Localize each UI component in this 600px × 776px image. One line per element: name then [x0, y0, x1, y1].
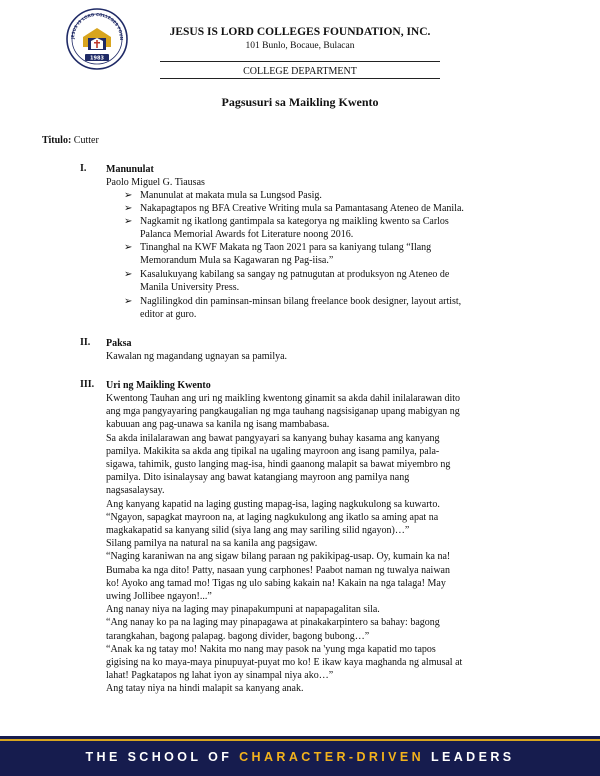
organization-name: JESUS IS LORD COLLEGES FOUNDATION, INC.: [169, 26, 431, 38]
bullet-text: Manunulat at makata mula sa Lungsod Pasig.: [140, 190, 322, 201]
body-line: ang mga pangyayaring pangkaugalian ng mga tauhang nagsisiganap upang mabigyan ng: [106, 406, 460, 418]
school-seal-logo: [66, 8, 128, 70]
bullet-text: Palanca Memorial Awards fot Literature noong 2016.: [140, 229, 354, 240]
footer-slogan: [0, 750, 600, 764]
section-3-heading: Uri ng Maikling Kwento: [106, 380, 211, 391]
body-line: nagsasalaysay.: [106, 485, 165, 497]
body-line: “Ngayon, sapagkat mayroon na, at laging nagkukulong ang ikatlo sa aming apat na: [106, 511, 439, 523]
seal-text: JESUS IS LORD COLLEGES FOUN: [69, 11, 125, 41]
seal-year: 1983: [90, 55, 104, 62]
bullet-text: editor at guro.: [140, 309, 197, 320]
section-3-numeral: III.: [80, 379, 95, 390]
arrow-bullet-icon: ➢: [124, 242, 133, 253]
body-line: pamilya. Makikita sa akda ang tipikal na ugaling mayroon ang isang pamilya, pala-: [106, 445, 440, 457]
arrow-bullet-icon: ➢: [124, 296, 133, 307]
titulo-label: Titulo:: [42, 135, 72, 146]
body-line: ko! Ayoko ang tamad mo! Tigas ng ulo sabing kakain na! Kakain na nga talaga! May: [106, 577, 446, 589]
footer-slogan-highlight: CHARACTER-DRIVEN: [239, 750, 425, 764]
body-line: lahat! Pagkatapos ng lahat iyon ay sinampal niya ako…”: [106, 670, 334, 682]
header-rule-top: [160, 61, 440, 62]
body-line: Ang kanyang kapatid na laging gusting mapag-isa, laging nagkukulong sa kuwarto.: [106, 498, 440, 510]
body-line: Kwentong Tauhan ang uri ng maikling kwentong ginamit sa akda dahil inilalarawan dito: [106, 393, 461, 404]
header-rule-bottom: [160, 78, 440, 79]
footer-gold-stripe: [0, 739, 600, 741]
bullet-text: Memorandum Mula sa Kagawaran ng Pag-iisa.”: [140, 255, 334, 266]
bullet-text: Nagkamit ng ikatlong gantimpala sa kategorya ng maikling kwento sa Carlos: [140, 216, 449, 227]
organization-address: 101 Bunlo, Bocaue, Bulacan: [245, 41, 355, 51]
body-line: magkakapatid sa kanyang silid (siya lang ang may sariling silid ngayon)…”: [106, 525, 410, 536]
author-name: Paolo Miguel G. Tiausas: [106, 177, 205, 188]
bullet-text: Manila University Press.: [140, 282, 240, 293]
body-line: “Anak ka ng tatay mo! Nakita mo nang may pasok na 'yung mga kapatid mo tapos: [106, 643, 436, 655]
section-2-numeral: II.: [80, 337, 91, 348]
body-line: pamilya. Dito isinalaysay ang bawat katangiang mayroon ang pamilya nang: [106, 472, 410, 484]
section-1-heading: Manunulat: [106, 164, 154, 175]
body-line: tarangkahan, bagong palapag. bagong divider, bagong bubong…”: [106, 630, 370, 642]
bullet-text: Tinanghal na KWF Makata ng Taon 2021 para sa kaniyang tulang “Ilang: [140, 242, 432, 253]
body-line: Ang tatay niya na hindi malapit sa kanyang anak.: [106, 683, 304, 695]
body-line: Bumaba ka nga dito! Patty, nasaan yung carphones! Paabot naman ng tuwalya naiwan: [106, 564, 450, 576]
body-line: “Naging karaniwan na ang sigaw bilang paraan ng pakikipag-usap. Oy, kumain ka na!: [106, 551, 451, 563]
bullet-text: Nakapagtapos ng BFA Creative Writing mula sa Pamantasang Ateneo de Manila.: [140, 203, 464, 214]
body-line: Sa akda inilalarawan ang bawat pangyayari sa kanyang buhay kasama ang kanyang: [106, 432, 440, 444]
section-1-numeral: I.: [80, 163, 87, 174]
body-line: “Ang nanay ko pa na laging may pinapagawa at pinakakarpintero sa bahay: bagong: [106, 617, 440, 629]
footer-slogan-part1: THE SCHOOL OF: [85, 750, 240, 764]
department-label: COLLEGE DEPARTMENT: [243, 66, 357, 77]
bullet-text: Kasalukuyang kabilang sa sangay ng patnugutan at produksyon ng Ateneo de: [140, 269, 450, 280]
document-title: Pagsusuri sa Maikling Kwento: [221, 95, 379, 109]
body-line: gigising na ko maya-maya pinupuyat-puyat mo ko! E ikaw kaya maghanda ng almusal at: [106, 657, 463, 668]
body-line: Ang nanay niya na laging may pinapakumpuni at napapagalitan sila.: [106, 604, 380, 616]
footer-banner: [0, 736, 600, 776]
arrow-bullet-icon: ➢: [124, 203, 133, 214]
arrow-bullet-icon: ➢: [124, 216, 133, 227]
titulo-line: [42, 134, 99, 147]
body-line: kabuuan ang pag-unawa sa kanila ng isang mambabasa.: [106, 419, 330, 431]
body-line: Silang pamilya na natural na sa kanila ang pagsigaw.: [106, 538, 318, 550]
section-2-heading: Paksa: [106, 338, 132, 349]
titulo-value: Cutter: [73, 135, 99, 146]
body-line: uwing Jollibee ngayon!...”: [106, 591, 212, 602]
paksa-text: Kawalan ng magandang ugnayan sa pamilya.: [106, 351, 288, 362]
footer-slogan-part3: LEADERS: [424, 750, 515, 764]
arrow-bullet-icon: ➢: [124, 190, 133, 201]
arrow-bullet-icon: ➢: [124, 269, 133, 280]
bullet-text: Naglilingkod din paminsan-minsan bilang freelance book designer, layout artist,: [140, 296, 462, 307]
body-line: sigawa, tahimik, gusto langing mag-isa, hindi gaanong malapit sa bawat miyembro ng: [106, 459, 451, 470]
